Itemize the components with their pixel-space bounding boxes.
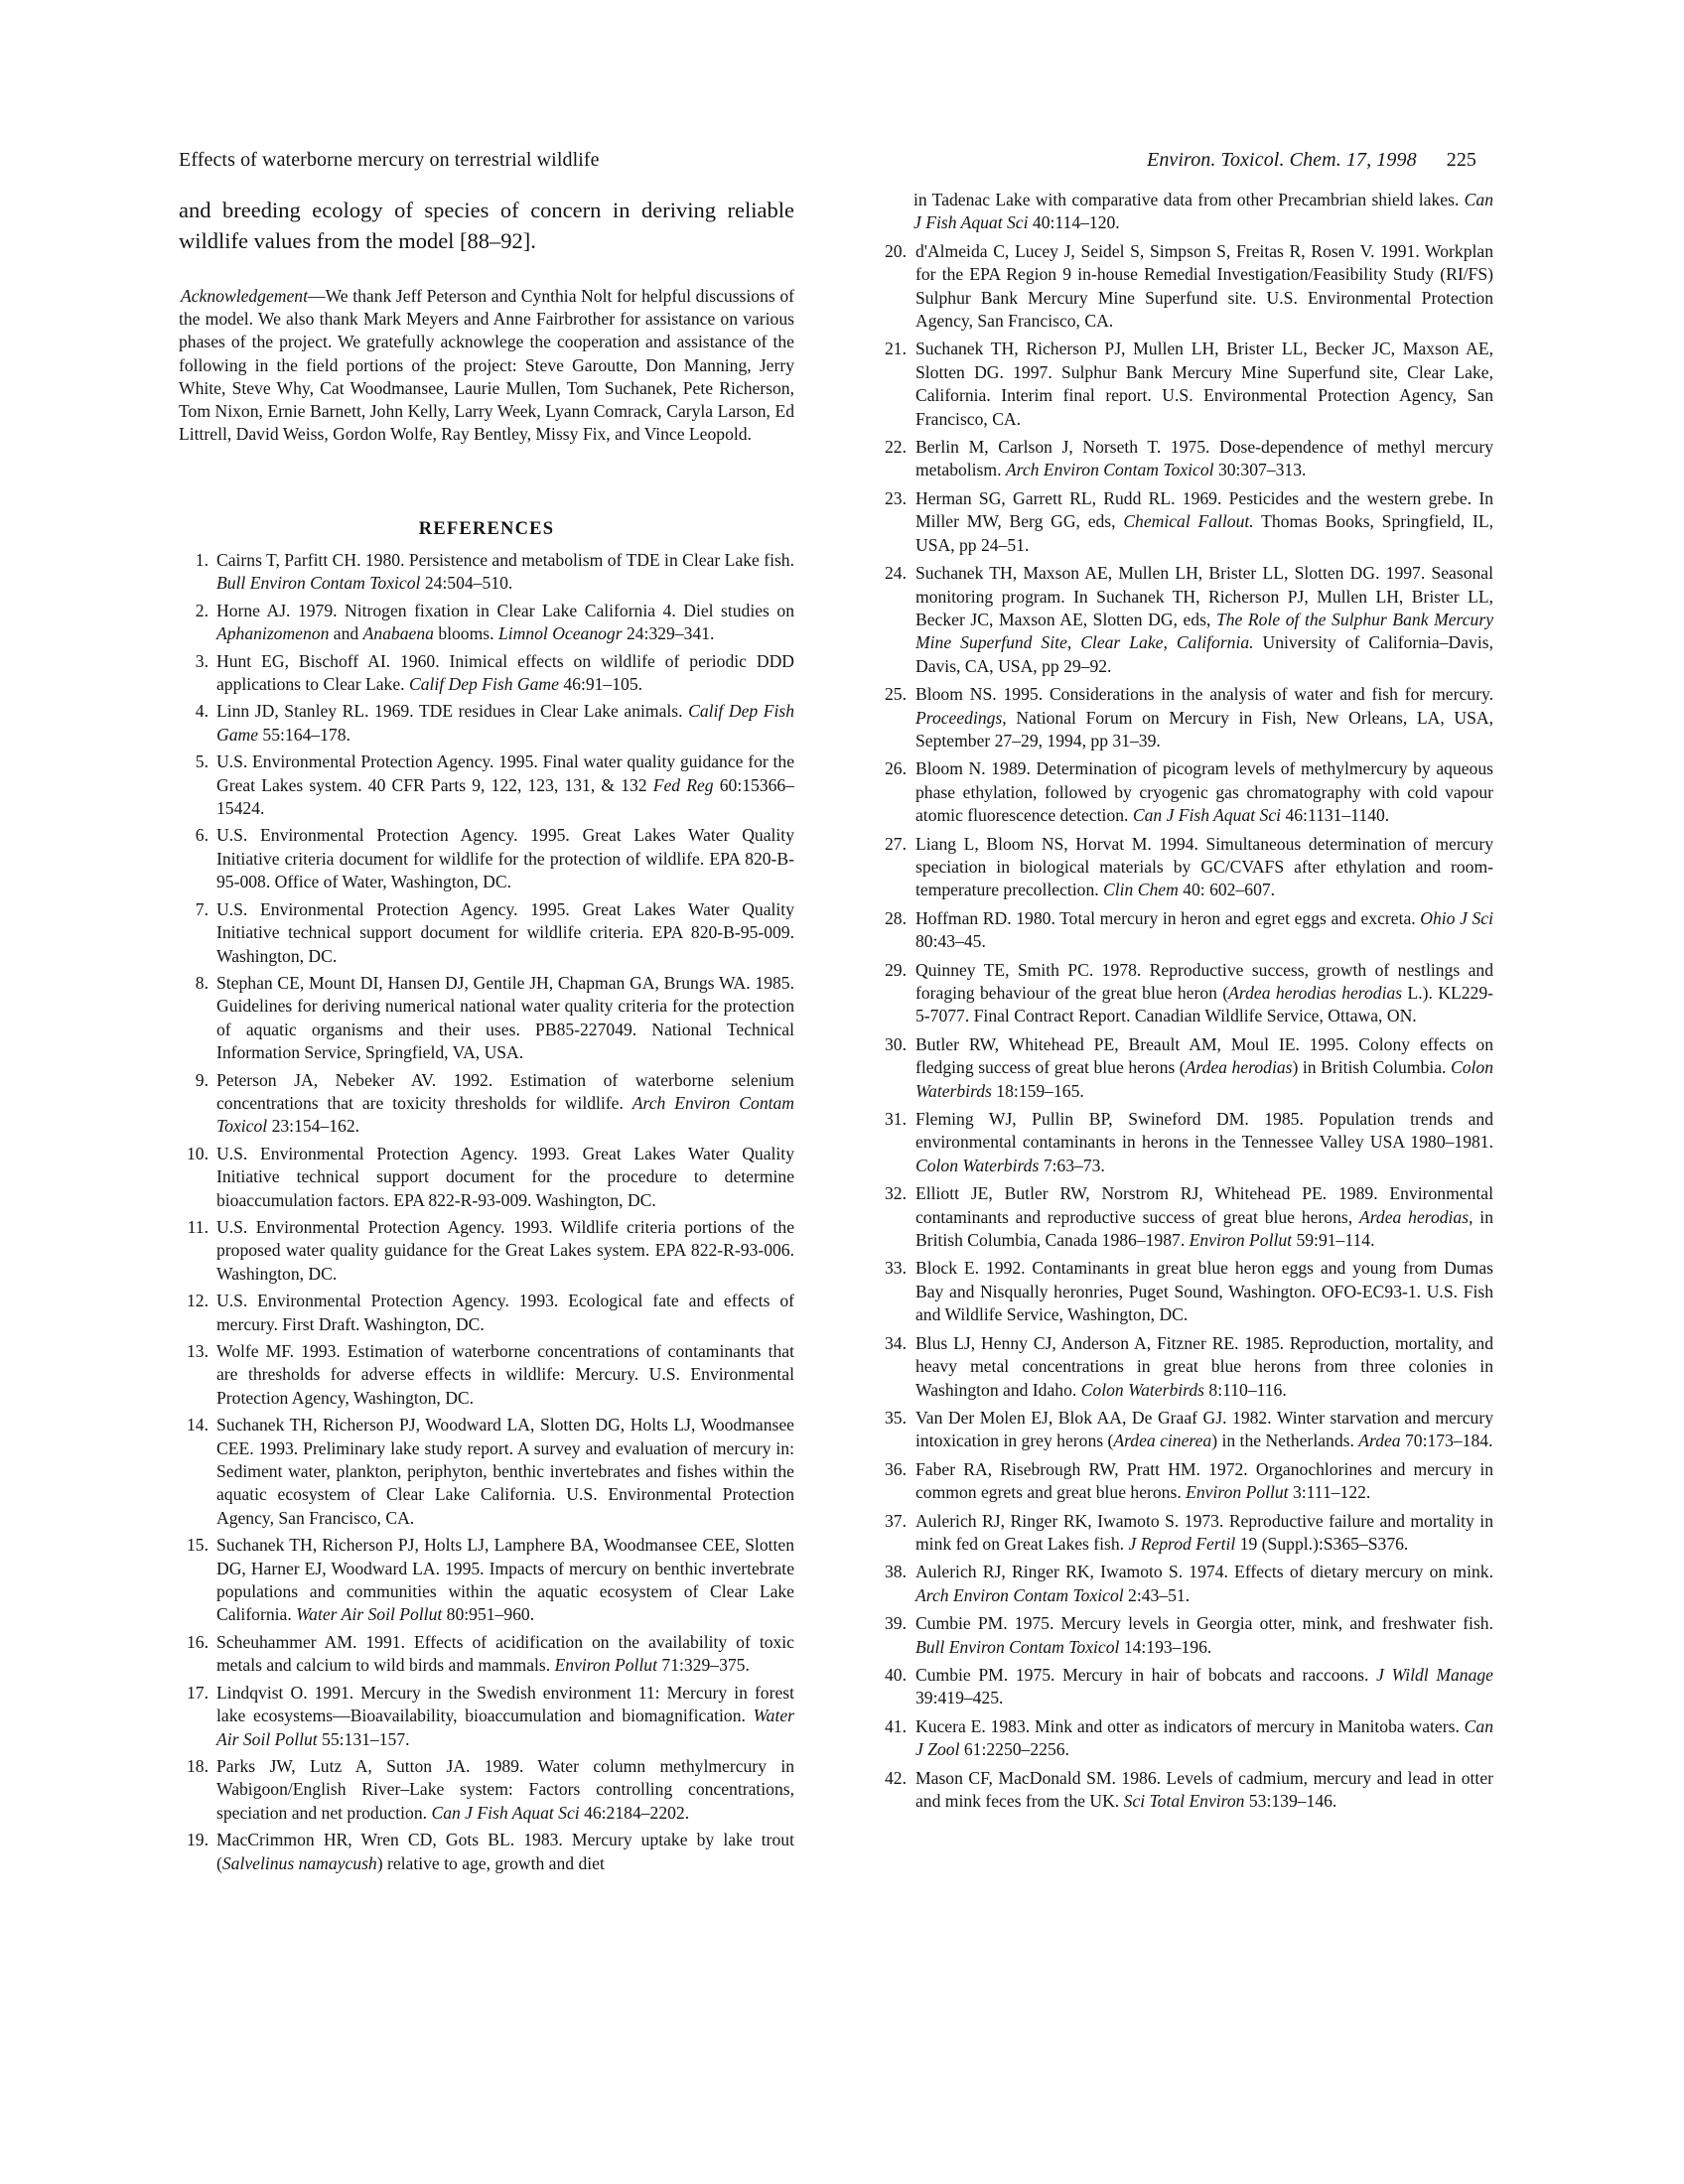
reference-journal: Environ Pollut [554,1655,657,1676]
references-list-right [876,189,1493,1813]
reference-text: Scheuhammer AM. 1991. Effects of acidification on the availability of toxic metals and calcium to wild birds and mammals. [216,1631,794,1676]
reference-number: 28. [885,907,907,928]
reference-item [179,1755,794,1825]
references-heading: REFERENCES [418,519,555,539]
reference-item [179,1143,794,1212]
reference-number: 34. [885,1332,907,1353]
reference-text: 8:110–116. [1204,1379,1287,1400]
reference-text: University of California–Davis, Davis, CA, USA, pp 29–92. [915,632,1493,676]
reference-item [179,824,794,893]
reference-text: Hunt EG, Bischoff AI. 1960. Inimical effects on wildlife of periodic DDD applications to Clear Lake. [216,650,794,695]
acknowledgement-text: —We thank Jeff Peterson and Cynthia Nolt for helpful discussions of the model. We also thank Mark Meyers and Anne Fairbrother for assistance on various phases of the project. We gratefully acknowlege the cooperation and assistance of the following in the field portions of the project: Steve Garoutte, Don Manning, Jerry White, Steve Why, Cat Woodmansee, Laurie Mullen, Tom Suchanek, Pete Richerson, Tom Nixon, Ernie Barnett, John Kelly, Larry Week, Lyann Comrack, Caryla Larson, Ed Littrell, David Weiss, Gordon Wolfe, Ray Bentley, Missy Fix, and Vince Leopold. [179,286,794,445]
reference-item [179,1534,794,1627]
reference-number: 41. [885,1715,907,1736]
reference-number: 24. [885,563,907,584]
reference-item [876,1182,1493,1252]
reference-item [179,650,794,697]
reference-text: L.). KL229-5-7077. Final Contract Report. Canadian Wildlife Service, Ottawa, ON. [915,983,1493,1026]
reference-text: Aulerich RJ, Ringer RK, Iwamoto S. 1973. Reproductive failure and mortality in mink fed on Great Lakes fish. [915,1510,1493,1554]
reference-text: 40: 602–607. [1178,880,1276,900]
reference-item [876,1715,1493,1762]
reference-item [876,1033,1493,1103]
journal-citation: Environ. Toxicol. Chem. 17, 1998 [1147,149,1417,171]
reference-number: 15. [187,1535,209,1556]
reference-text: ) in British Columbia. [1292,1057,1451,1078]
reference-journal: Arch Environ Contam Toxicol [915,1584,1124,1605]
reference-number: 1. [195,550,209,570]
reference-text: Wolfe MF. 1993. Estimation of waterborne concentrations of contaminants that are thresholds for adverse effects in wildlife: Mercury. U.S. Environmental Protection Agency, Washington, DC. [216,1341,794,1408]
reference-text: U.S. Environmental Protection Agency. 1993. Great Lakes Water Quality Initiative technical support document for the procedure to determine bioaccumulation factors. EPA 822-R-93-009. Washington, DC. [216,1143,794,1210]
reference-text: Hoffman RD. 1980. Total mercury in heron and egret eggs and excreta. [915,907,1421,928]
reference-journal: Ardea herodias [1185,1057,1293,1078]
reference-journal: Chemical Fallout. [1123,511,1254,532]
reference-item [179,1682,794,1751]
reference-item [876,436,1493,482]
reference-text: 24:329–341. [622,623,715,644]
reference-text: 46:1131–1140. [1281,805,1390,826]
page-number: 225 [1446,149,1477,171]
reference-text: Quinney TE, Smith PC. 1978. Reproductive success, growth of nestlings and foraging behaviour of the great blue heron ( [915,959,1493,1003]
reference-journal: Can J Fish Aquat Sci [913,190,1493,233]
reference-text: 19 (Suppl.):S365–S376. [1235,1533,1409,1554]
reference-text: 46:91–105. [558,674,643,695]
reference-text: 18:159–165. [991,1080,1084,1101]
reference-text: Lindqvist O. 1991. Mercury in the Swedish environment 11: Mercury in forest lake ecosystems—Bioavailability, bioaccumulation and biomagnification. [216,1682,794,1726]
reference-journal: Environ Pollut [1186,1482,1289,1503]
reference-text: 55:131–157. [317,1728,410,1749]
reference-number: 3. [195,650,209,671]
reference-number: 37. [885,1510,907,1531]
reference-text: 59:91–114. [1292,1230,1375,1251]
reference-item [876,562,1493,678]
reference-item [179,700,794,747]
reference-number: 27. [885,833,907,854]
reference-item [179,898,794,968]
reference-item [876,1561,1493,1607]
reference-text: blooms. [433,623,498,644]
reference-item [876,833,1493,902]
reference-item [179,1290,794,1336]
reference-number: 14. [187,1415,209,1435]
reference-text: 3:111–122. [1288,1482,1371,1503]
reference-text: 61:2250–2256. [959,1739,1069,1760]
reference-text: Blus LJ, Henny CJ, Anderson A, Fitzner RE. 1985. Reproduction, mortality, and heavy metal concentrations in great blue herons from three colonies in Washington and Idaho. [915,1332,1493,1400]
acknowledgement-lead: Acknowledgement [181,286,308,306]
reference-text: 23:154–162. [267,1116,360,1137]
reference-journal: Ardea [1358,1431,1401,1451]
reference-journal: Calif Dep Fish Game [408,674,559,695]
reference-text: 7:63–73. [1039,1155,1105,1175]
reference-number: 6. [195,825,209,846]
reference-number: 11. [187,1216,209,1237]
reference-text: U.S. Environmental Protection Agency. 1995. Final water quality guidance for the Great Lakes system. 40 CFR Parts 9, 122, 123, 131, & 132 [216,751,794,795]
reference-journal: J Reprod Fertil [1128,1533,1236,1554]
reference-journal: Can J Fish Aquat Sci [1132,805,1282,826]
reference-item [876,907,1493,954]
reference-journal: Can J Zool [915,1715,1493,1760]
reference-text: Peterson JA, Nebeker AV. 1992. Estimation of waterborne selenium concentrations that are toxicity thresholds for wildlife. [216,1069,794,1113]
reference-number: 9. [195,1069,209,1090]
reference-item [179,1829,794,1875]
reference-number: 42. [885,1767,907,1788]
reference-journal: Arch Environ Contam Toxicol [216,1092,795,1137]
reference-item [876,1612,1493,1659]
reference-journal: Fed Reg [652,774,714,795]
reference-item [179,1340,794,1410]
reference-number: 21. [885,339,907,359]
reference-journal: Ardea herodias herodias [1228,983,1403,1003]
reference-item [876,1407,1493,1453]
reference-number: 29. [885,959,907,980]
reference-item [876,1664,1493,1710]
reference-journal: Salvelinus namaycush [221,1852,377,1873]
reference-text: 80:951–960. [442,1604,535,1625]
reference-number: 5. [195,751,209,772]
reference-text: Horne AJ. 1979. Nitrogen fixation in Clear Lake California 4. Diel studies on [216,600,794,620]
reference-item [876,1332,1493,1402]
reference-text: MacCrimmon HR, Wren CD, Gots BL. 1983. Mercury uptake by lake trout ( [216,1830,794,1873]
reference-text: U.S. Environmental Protection Agency. 1993. Wildlife criteria portions of the proposed water quality guidance for the Great Lakes system. EPA 822-R-93-006. Washington, DC. [216,1216,794,1284]
reference-item [876,240,1493,334]
reference-item [876,1510,1493,1557]
reference-text: ) relative to age, growth and diet [376,1852,605,1873]
reference-journal: Environ Pollut [1189,1230,1293,1251]
reference-number: 31. [885,1109,907,1130]
reference-text: Linn JD, Stanley RL. 1969. TDE residues in Clear Lake animals. [216,701,689,722]
reference-text: Mason CF, MacDonald SM. 1986. Levels of cadmium, mercury and lead in otter and mink feces from the UK. [915,1767,1493,1811]
reference-journal: Arch Environ Contam Toxicol [1005,460,1214,480]
reference-item [876,487,1493,557]
reference-continuation [876,189,1493,235]
reference-item [876,959,1493,1028]
reference-number: 40. [885,1664,907,1685]
acknowledgement-paragraph [179,285,794,446]
reference-text: Berlin M, Carlson J, Norseth T. 1975. Dose-dependence of methyl mercury metabolism. [915,437,1493,480]
reference-number: 2. [195,600,209,620]
reference-number: 18. [187,1755,209,1776]
reference-text: Thomas Books, Springfield, IL, USA, pp 24–51. [915,511,1494,555]
reference-number: 7. [195,898,209,919]
reference-item [179,1631,794,1678]
running-head-citation [1147,149,1476,172]
reference-journal: Anabaena [362,623,434,644]
running-head-title: Effects of waterborne mercury on terrestrial wildlife [179,149,600,171]
reference-text: U.S. Environmental Protection Agency. 1995. Great Lakes Water Quality Initiative criteria document for wildlife for the protection of wildlife. EPA 820-B-95-008. Office of Water, Washington, DC. [216,825,794,892]
reference-item [179,1216,794,1286]
reference-number: 25. [885,684,907,705]
reference-journal: Bull Environ Contam Toxicol [915,1636,1120,1657]
reference-text: and [329,623,363,644]
reference-text: 46:2184–2202. [579,1802,690,1823]
reference-number: 30. [885,1033,907,1054]
reference-journal: Colon Waterbirds [915,1057,1493,1101]
reference-text: Block E. 1992. Contaminants in great blue heron eggs and young from Dumas Bay and Nisqually heronries, Puget Sound, Washington. OFO-EC93-1. U.S. Fish and Wildlife Service, Washington, DC. [915,1258,1493,1325]
reference-item [876,683,1493,752]
reference-item [179,600,794,646]
reference-number: 12. [187,1291,209,1311]
reference-number: 26. [885,758,907,779]
reference-text: Bloom N. 1989. Determination of picogram levels of methylmercury by aqueous phase ethylation, followed by cryogenic gas chromatography with cold vapour atomic fluorescence detection. [915,758,1493,826]
reference-text: 80:43–45. [915,931,986,952]
reference-text: U.S. Environmental Protection Agency. 1993. Ecological fate and effects of mercury. First Draft. Washington, DC. [216,1291,794,1334]
reference-journal: Water Air Soil Pollut [296,1604,443,1625]
reference-text: Liang L, Bloom NS, Horvat M. 1994. Simultaneous determination of mercury speciation in biological materials by GC/CVAFS after ethylation and room-temperature precollection. [915,833,1493,900]
reference-item [876,338,1493,431]
reference-number: 17. [187,1682,209,1703]
reference-text: Elliott JE, Butler RW, Norstrom RJ, Whitehead PE. 1989. Environmental contaminants and reproductive success of great blue herons, [915,1183,1493,1227]
reference-text: Suchanek TH, Richerson PJ, Woodward LA, Slotten DG, Holts LJ, Woodmansee CEE. 1993. Preliminary lake study report. A survey and evaluation of mercury in: Sediment water, plankton, periphyton, benthic invertebrates and fishes within the aquatic ecosystem of Clear Lake California. U.S. Environmental Protection Agency, San Francisco, CA. [216,1415,794,1528]
reference-number: 39. [885,1613,907,1634]
reference-text: Stephan CE, Mount DI, Hansen DJ, Gentile JH, Chapman GA, Brungs WA. 1985. Guidelines for deriving numerical national water quality criteria for the protection of aquatic organisms and their uses. PB85-227049. National Technical Information Service, Springfield, VA, USA. [216,972,794,1063]
reference-text: Fleming WJ, Pullin BP, Swineford DM. 1985. Population trends and environmental contaminants in herons in the Tennessee Valley USA 1980–1981. [915,1109,1493,1153]
reference-number: 13. [187,1341,209,1361]
reference-text: Kucera E. 1983. Mink and otter as indicators of mercury in Manitoba waters. [915,1715,1465,1736]
reference-text: 53:139–146. [1244,1791,1337,1811]
reference-item [876,1108,1493,1177]
reference-text: Cumbie PM. 1975. Mercury levels in Georgia otter, mink, and freshwater fish. [915,1613,1493,1634]
reference-item [179,1069,794,1139]
reference-text: 60:15366–15424. [216,774,794,819]
reference-text: U.S. Environmental Protection Agency. 1995. Great Lakes Water Quality Initiative technical support document for wildlife criteria. EPA 820-B-95-009. Washington, DC. [216,898,794,966]
reference-text: Butler RW, Whitehead PE, Breault AM, Moul IE. 1995. Colony effects on fledging success of great blue herons ( [915,1033,1493,1078]
reference-text: Parks JW, Lutz A, Sutton JA. 1989. Water column methylmercury in Wabigoon/English River–Lake system: Factors controlling concentrations, speciation and net production. [216,1755,794,1823]
reference-number: 8. [195,972,209,993]
reference-number: 19. [187,1830,209,1850]
reference-text: 71:329–375. [657,1655,750,1676]
reference-text: Cairns T, Parfitt CH. 1980. Persistence and metabolism of TDE in Clear Lake fish. [216,550,794,570]
reference-journal: Colon Waterbirds [915,1155,1040,1175]
reference-journal: Limnol Oceanogr [497,623,623,644]
reference-text: ) in the Netherlands. [1211,1431,1359,1451]
reference-text: in Tadenac Lake with comparative data from other Precambrian shield lakes. [913,190,1465,209]
reference-text: Suchanek TH, Richerson PJ, Holts LJ, Lamphere BA, Woodmansee CEE, Slotten DG, Harner EJ, Woodward LA. 1995. Impacts of mercury on benthic invertebrate populations and communities within the aquatic ecosystem of Clear Lake California. [216,1535,794,1625]
reference-number: 35. [885,1407,907,1428]
reference-journal: Ardea cinerea [1113,1431,1212,1451]
reference-number: 22. [885,437,907,458]
reference-journal: J Wildl Manage [1376,1664,1493,1685]
reference-number: 36. [885,1458,907,1479]
reference-text: Suchanek TH, Richerson PJ, Mullen LH, Brister LL, Becker JC, Maxson AE, Slotten DG. 1997. Sulphur Bank Mercury Mine Superfund site, Clear Lake, California. Interim final report. U.S. Environmental Protection Agency, San Francisco, CA. [915,339,1493,429]
reference-number: 20. [885,240,907,261]
reference-text: Suchanek TH, Maxson AE, Mullen LH, Brister LL, Slotten DG. 1997. Seasonal monitoring program. In Suchanek TH, Richerson PJ, Mullen LH, Brister LL, Becker JC, Maxson AE, Slotten DG, eds, [915,563,1493,629]
reference-text: in British Columbia, Canada 1986–1987. [915,1206,1493,1251]
reference-item [876,1458,1493,1505]
reference-number: 32. [885,1183,907,1204]
reference-text: 39:419–425. [915,1688,1004,1708]
reference-text: Van Der Molen EJ, Blok AA, De Graaf GJ. 1982. Winter starvation and mercury intoxication in grey herons ( [915,1407,1493,1451]
reference-journal: Can J Fish Aquat Sci [431,1802,580,1823]
reference-volume: 40:114–120. [1028,212,1120,233]
references-list-left [179,549,794,1875]
reference-text: 2:43–51. [1123,1584,1191,1605]
reference-number: 4. [195,701,209,722]
reference-journal: Colon Waterbirds [1080,1379,1204,1400]
reference-journal: Sci Total Environ [1123,1791,1245,1811]
reference-number: 16. [187,1631,209,1652]
reference-journal: Clin Chem [1103,880,1179,900]
reference-text: Aulerich RJ, Ringer RK, Iwamoto S. 1974. Effects of dietary mercury on mink. [915,1562,1493,1582]
reference-item [179,1414,794,1530]
reference-journal: Proceedings, [915,707,1007,728]
reference-item [179,549,794,596]
reference-journal: The Role of the Sulphur Bank Mercury Mine Superfund Site, Clear Lake, California. [915,609,1494,653]
reference-number: 10. [187,1143,209,1163]
reference-journal: Calif Dep Fish Game [216,701,795,745]
reference-text: 30:307–313. [1213,460,1307,480]
reference-text: 70:173–184. [1400,1431,1493,1451]
reference-journal: Bull Environ Contam Toxicol [216,573,421,594]
reference-item [876,757,1493,827]
reference-text: Cumbie PM. 1975. Mercury in hair of bobcats and raccoons. [915,1664,1377,1685]
reference-text: Faber RA, Risebrough RW, Pratt HM. 1972. Organochlorines and mercury in common egrets and great blue herons. [915,1458,1493,1503]
reference-number: 38. [885,1562,907,1582]
reference-number: 23. [885,487,907,508]
reference-text: 24:504–510. [420,573,513,594]
reference-journal: Water Air Soil Pollut [216,1706,794,1749]
reference-text: National Forum on Mercury in Fish, New Orleans, LA, USA, September 27–29, 1994, pp 31–39. [915,707,1493,751]
reference-text: d'Almeida C, Lucey J, Seidel S, Simpson S, Freitas R, Rosen V. 1991. Workplan for the EPA Region 9 in-house Remedial Investigation/Feasibility Study (RI/FS) Sulphur Bank Mercury Mine Superfund site. U.S. Environmental Protection Agency, San Francisco, CA. [915,240,1493,332]
reference-item [179,972,794,1065]
reference-item [179,751,794,820]
reference-item [876,1767,1493,1814]
closing-paragraph: and breeding ecology of species of concern in deriving reliable wildlife values from the model [88–92]. [179,198,794,253]
reference-text: 55:164–178. [258,724,351,745]
reference-journal: Ardea herodias, [1358,1206,1474,1227]
reference-text: Bloom NS. 1995. Considerations in the analysis of water and fish for mercury. [915,684,1493,705]
reference-journal: Ohio J Sci [1420,907,1493,928]
reference-number: 33. [885,1258,907,1279]
reference-item [876,1257,1493,1326]
reference-text: Herman SG, Garrett RL, Rudd RL. 1969. Pesticides and the western grebe. In Miller MW, Berg GG, eds, [915,487,1493,532]
reference-text: 14:193–196. [1119,1636,1212,1657]
reference-journal: Aphanizomenon [216,623,330,644]
